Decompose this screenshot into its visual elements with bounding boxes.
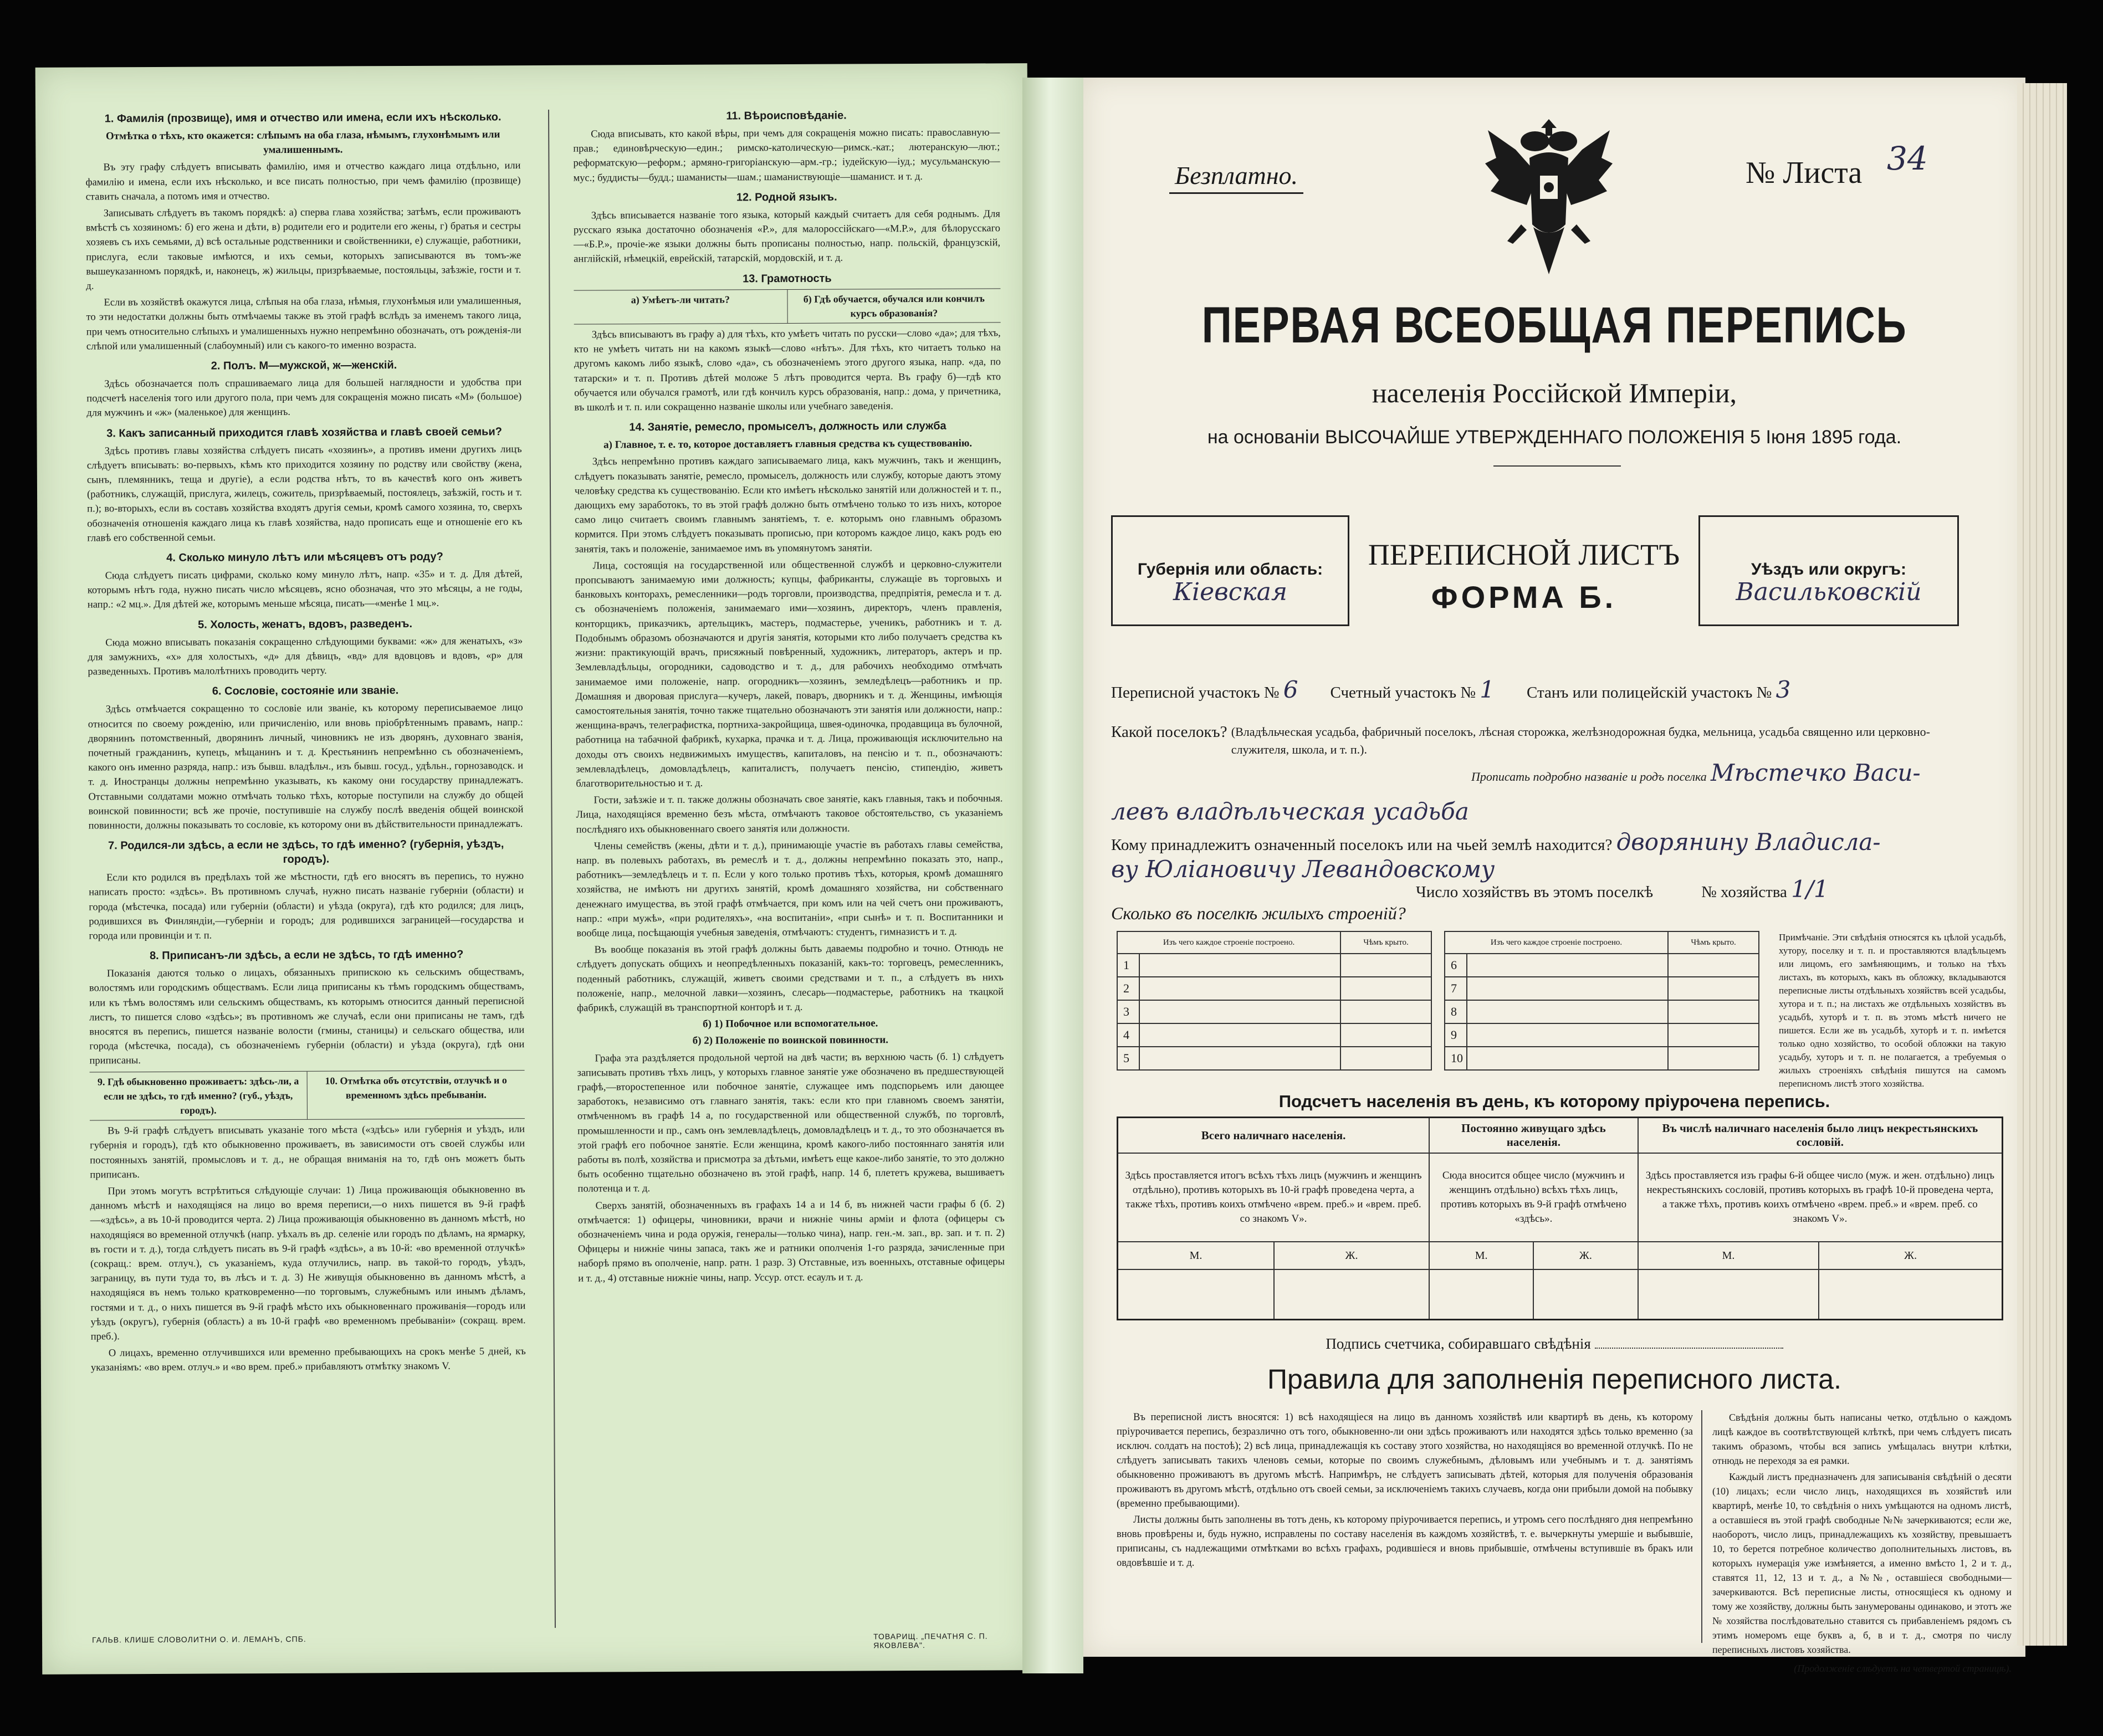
section-12-title: 12. Родной языкъ. xyxy=(736,191,837,204)
section-8-paragraph: Показанія даются только о лицахъ, обязанныхъ припискою къ сельскимъ обществамъ, волостямъ или городскимъ обществамъ. Если лица приписаны къ тѣмъ городскимъ обществамъ, или къ тѣмъ волостямъ или сельскимъ обществамъ, къ которымъ относится данный переписной листъ, то пишется слово «здѣсь»; въ противномъ же случаѣ, если они приписаны не тамъ, гдѣ вносятся въ перепись, пишется названіе волости (гмины, станицы) и сельскаго общества, или города (мѣстечка, посада), съ обозначеніемъ губерніи (области) и уѣзда (округа), гдѣ они приписаны. xyxy=(89,966,525,1067)
cell[interactable] xyxy=(1668,1023,1759,1047)
material-header: Изъ чего каждое строеніе построено. xyxy=(1117,931,1340,954)
imperial-eagle-emblem xyxy=(1482,108,1615,291)
census-subtitle: населенія Россійской Имперіи, xyxy=(1372,377,1737,408)
section-10-title: 10. Отмѣтка объ отсутствіи, отлучкѣ и о временномъ здѣсь пребываніи. xyxy=(307,1071,525,1119)
count-cell[interactable] xyxy=(1118,1269,1274,1319)
table-row xyxy=(1118,1269,2003,1319)
sheet-number-value: 34 xyxy=(1887,140,1928,177)
material-header: Изъ чего каждое строеніе построено. xyxy=(1445,931,1668,954)
owner-value-row xyxy=(1111,828,1987,883)
column-divider xyxy=(1701,1410,1702,1643)
settlement-value-1[interactable]: Мѣстечко Васи- xyxy=(1710,759,1921,786)
section-14-paragraph: Члены семействъ (жены, дѣти и т. д.), принимающіе участіе въ работахъ главы семейства, напр. въ полевыхъ работахъ, въ ремеслѣ и т. д., должны непремѣнно показать это, напр., работникъ—земледѣлецъ и т. п. Если у кого только противъ тѣхъ, которыя, кромѣ домашняго хозяйства, не имѣютъ ни другихъ занятій, кромѣ домашняго хозяйства, ни собственнаго денежнаго имущества, въ этой графѣ отмѣчается, при комъ или на чей счетъ они проживаютъ, напр.: «при мужѣ», «при родителяхъ», «на воспитаніи», «при сынѣ» и т. п. Воспитанники и вообще лица, посѣщающія учебныя заведенія, отмѣчаютъ: студентъ, гимназистъ и т. д. xyxy=(576,839,1004,939)
census-title: ПЕРВАЯ ВСЕОБЩАЯ ПЕРЕПИСЬ xyxy=(1201,297,1907,354)
count-district-value[interactable]: 1 xyxy=(1480,676,1495,703)
section-9-title: 9. Гдѣ обыкновенно проживаетъ: здѣсь-ли, а если не здѣсь, то гдѣ именно? (губ., уѣздъ, городъ). xyxy=(97,1075,299,1116)
settlement-label: Какой поселокъ? xyxy=(1111,723,1227,741)
settlement-hint: (Владѣльческая усадьба, фабричный поселокъ, лѣсная сторожка, желѣзнодорожная будка, мельница, усадьба священно или церковно-служителя, школа, и т. п.). xyxy=(1231,725,1930,756)
instructions-column-2 xyxy=(573,102,1005,1288)
cell[interactable] xyxy=(1139,1047,1340,1070)
section-14b1-subtitle: б) 1) Побочное или вспомогательное. xyxy=(703,1017,878,1030)
section-8-title: 8. Приписанъ-ли здѣсь, а если не здѣсь, то гдѣ именно? xyxy=(149,948,464,962)
section-3-title: 3. Какъ записанный приходится главѣ хозяйства и главѣ своей семьи? xyxy=(106,425,502,440)
count-cell[interactable] xyxy=(1429,1269,1533,1319)
section-14-paragraph: Сверхъ занятій, обозначенныхъ въ графахъ 14 а и 14 б, въ нижней части графы б (б. 2) отмѣчается: 1) офицеры, чиновники, врачи и нижніе чины арміи и флота (офицеры съ обозначеніемъ чина и рода оружія, генералы—только чина), напр. ген.-м. зап., вр. зап. и т. п. 2) Офицеры и нижніе чины запаса, такъ же и ратники ополченія 1-го разряда, зачисленные при наборѣ прямо въ ополченіе, напр. ратн. 1 разр. 3) Отставные, изъ военныхъ, отставные офицеры и т. д., 4) отставные нижніе чины, напр. Уссур. отст. есаулъ и т. д. xyxy=(577,1198,1005,1284)
non-peasant-header: Въ числѣ наличнаго населенія было лицъ некрестьянскихъ сословій. xyxy=(1638,1118,2003,1154)
census-district-value[interactable]: 6 xyxy=(1283,676,1298,703)
male-header: М. xyxy=(1638,1242,1819,1269)
police-district-value[interactable]: 3 xyxy=(1775,676,1791,703)
table-header-row xyxy=(1118,1118,2003,1154)
count-cell[interactable] xyxy=(1819,1269,2002,1319)
cell[interactable] xyxy=(1340,1047,1431,1070)
section-1-paragraph: Если въ хозяйствѣ окажутся лица, слѣпыя на оба глаза, нѣмыя, глухонѣмыя или умалишенныя, то эти недостатки должны быть отмѣчаемы также въ этой графѣ вслѣдъ за именемъ такого лица, при чемъ относительно слѣпыхъ и умалишенныхъ нужно непремѣнно обозначать, отъ рожденія-ли слѣпой или умалишенный (слабоумный) или съ какого-то именно возраста. xyxy=(86,295,521,352)
county-box xyxy=(1698,515,1959,626)
table-row xyxy=(1118,1153,2003,1242)
section-1-paragraph: Записывать слѣдуетъ въ такомъ порядкѣ: а) сперва глава хозяйства; затѣмъ, если проживаютъ вмѣстѣ съ хозяиномъ: б) его жена и дѣти, в) родители его и родители его жены, г) братья и сестры хозяевъ съ ихъ семьями, д) всѣ остальные родственники и свойственники, е) служащіе, работники, прислуга, если таковые имѣются, и ихъ семьи, которыхъ записываются въ томъ-же вышеуказанномъ порядкѣ, и, наконецъ, ж) жильцы, призрѣваемые, постояльцы, заѣзжіе, гости и т. д. xyxy=(85,206,521,292)
section-13b-title: б) Гдѣ обучается, обучался или кончилъ курсъ образованія? xyxy=(787,289,1001,323)
section-9-10-header xyxy=(90,1070,525,1121)
cell[interactable] xyxy=(1340,977,1431,1000)
owner-value-2[interactable]: ву Юліановичу Левандовскому xyxy=(1111,856,1495,883)
buildings-row xyxy=(1111,903,1987,924)
page-spine xyxy=(1022,78,1083,1673)
row-number: 8 xyxy=(1445,1000,1467,1023)
section-13a-title: а) Умѣетъ-ли читать? xyxy=(631,294,730,305)
section-7-paragraph: Если кто родился въ предѣлахъ той же мѣстности, гдѣ его вносятъ въ перепись, то нужно написать просто: «здѣсь». Въ противномъ случаѣ, нужно писать названіе губерніи (области) и города (мѣстечка, посада) или губерніи (области) и уѣзда (округа), гдѣ кто родился; для лицъ, родившихся въ Финляндіи,—губерніи и городъ; для родившихся заграницей—государства и города или провинціи и т. п. xyxy=(89,870,524,942)
section-12-paragraph: Здѣсь вписывается названіе того языка, который каждый считаетъ для себя роднымъ. Для русскаго языка достаточно обозначенія «Р.», для малороссійскаго—«М.Р.», для бѣлорусскаго—«Б.Р.», прочіе-же языки должны быть прописаны полностью, напр. польскій, французскій, англійскій, нѣмецкій, еврейскій, татарскій, мордовскій, и т. д. xyxy=(573,208,1001,265)
section-1-paragraph: Въ эту графу слѣдуетъ вписывать фамилію, имя и отчество каждаго лица отдѣльно, или фамилію и имена, если ихъ нѣсколько, и все писать полностью, при чемъ фамилію (прозвище) ставить сначала, а потомъ имя и отчество. xyxy=(85,160,521,203)
rules-paragraph: Каждый листъ предназначенъ для записыванія свѣдѣній о десяти (10) лицахъ; если число лицъ, находящихся въ хозяйствѣ или квартирѣ, менѣе 10, то свѣдѣнія о нихъ умѣщаются на одномъ листѣ, а оставшіеся въ этой графѣ свободные №№ зачеркиваются; если же, наоборотъ, число лицъ, принадлежащихъ къ хозяйству, превышаетъ 10, то берется потребное количество дополнительныхъ листовъ, въ которыхъ нумерація уже измѣняется, а именно вмѣсто 1, 2 и т. д., ставятся 11, 12, 13 и т. д., а №№, оставшіеся свободными—зачеркиваются. Всѣ переписные листы, относящіеся къ одному и тому же хозяйству, должны быть занумерованы одинаково, и этотъ же № хозяйства послѣдовательно ставится съ прибавленіемъ рядомъ съ этимъ номеромъ еще буквъ а, б, в и т. д., смотря по числу переписныхъ листовъ хозяйства. xyxy=(1712,1471,2012,1655)
rules-paragraph: Въ переписной листъ вносятся: 1) всѣ находящіеся на лицо въ данномъ хозяйствѣ или квартирѣ въ день, къ которому пріурочивается перепись, безразлично отъ того, обыкновенно-ли они здѣсь проживаютъ или находятся здѣсь только временно (за исключ. солдатъ на постоѣ); 2) всѣ лица, принадлежащія къ составу этого хозяйства, но находящіяся во временной отлучкѣ. По не слѣдуетъ записывать такихъ членовъ семьи, которые по своимъ служебнымъ, дѣловымъ или учебнымъ и т. д. занятіямъ обыкновенно проживаютъ въ другомъ мѣстѣ. Напримѣръ, не слѣдуетъ записывать дѣтей, которыя для полученія образованія проживаютъ въ другомъ мѣстѣ, отдѣльно отъ своей семьи, за исключеніемъ такихъ случаевъ, когда они прибыли домой на побывку (временно пребывающими). xyxy=(1117,1412,1693,1509)
household-number-label: № хозяйства xyxy=(1701,883,1787,901)
section-13-paragraph: Здѣсь вписываютъ въ графу а) для тѣхъ, кто умѣетъ читать по русски—слово «да»; для тѣхъ, кто не умѣетъ читать ни на какомъ языкѣ—слово «нѣтъ». Для тѣхъ, кто читаетъ только на другомъ какомъ либо языкѣ, слово «да», съ обозначеніемъ этого другого языка, напр. «да, по татарски» и т. п. Противъ дѣтей моложе 5 лѣтъ проводится черта. Въ графу б)—гдѣ кто обучается или обучался грамотѣ, или гдѣ кончилъ курсъ образованія, напр.: дома, у причетника, въ школѣ и т. п. или сокращенно названіе школы или учебнаго заведенія. xyxy=(574,327,1001,413)
province-label: Губернія или область: xyxy=(1137,560,1323,578)
section-7-title: 7. Родился-ли здѣсь, а если не здѣсь, то гдѣ именно? (губернія, уѣздъ, городъ). xyxy=(108,838,504,866)
cell[interactable] xyxy=(1668,1047,1759,1070)
census-count-table xyxy=(1117,1117,2003,1320)
male-header: М. xyxy=(1429,1242,1533,1269)
section-14-paragraph: Графа эта раздѣляется продольной чертой на двѣ части; въ верхнюю часть (б. 1) слѣдуетъ записывать противъ тѣхъ лицъ, у которыхъ главное занятіе уже обозначено въ предшествующей графѣ,—второстепенное или побочное занятіе, служащее имъ подспорьемъ или дающее заработокъ, независимо отъ главнаго занятія, такъ: если кто при главномъ своемъ занятіи, отмѣченномъ въ графѣ 14 а, по государственной или общественной службѣ, по торговлѣ, промышленности и пр., самъ онъ землевладѣлецъ, домовладѣлецъ и т. д., то это обозначается въ этой графѣ его побочное занятіе. Если женщина, кромѣ какого-либо постояннаго занятія или работы въ полѣ, хозяйства и присмотра за дѣтьми, имѣетъ еще какое-либо занятіе, то это должно быть особенно тщательно обозначено въ этой графѣ, напр. 14 б, плететъ кружева, вышиваетъ полотенца и т. д. xyxy=(577,1051,1005,1195)
left-instruction-sheet xyxy=(35,63,1035,1674)
cell[interactable] xyxy=(1340,954,1431,977)
non-peasant-desc: Здѣсь проставляется изъ графы 6-й общее число (муж. и жен. отдѣльно) лицъ некрестьянскихъ сословій, противъ которыхъ въ графѣ 10-й проведена черта, а также тѣхъ, противъ коихъ отмѣчено «врем. преб.» и «врем. преб. со знакомъ V». xyxy=(1638,1153,2003,1242)
section-1-title: 1. Фамилія (прозвище), имя и отчество или имена, если ихъ нѣсколько. xyxy=(104,111,502,125)
owner-row xyxy=(1111,798,1987,825)
sheet-number-label: № Листа xyxy=(1746,156,1862,190)
section-4-title: 4. Сколько минуло лѣтъ или мѣсяцевъ отъ роду? xyxy=(166,550,443,564)
census-district-label: Переписной участокъ № xyxy=(1111,684,1280,701)
province-value[interactable]: Кіевская xyxy=(1173,578,1288,606)
present-population-header: Всего наличнаго населенія. xyxy=(1118,1118,1430,1154)
form-title: ПЕРЕПИСНОЙ ЛИСТЪ xyxy=(1368,538,1680,571)
divider-rule xyxy=(1493,465,1621,467)
section-14-paragraph: Здѣсь непремѣнно противъ каждаго записываемаго лица, какъ мужчинъ, такъ и женщинъ, слѣдуетъ показывать занятіе, ремесло, промыселъ, должность или службу, которые даютъ этому человѣку средства къ существованію. Если кто имѣетъ нѣсколько занятій или должностей и т. п., дающихъ ему заработокъ, то въ этой графѣ должно быть отмѣчено только то изъ нихъ, которое само лицо считаетъ своимъ главнымъ занятіемъ, т. е. которымъ оно главнымъ образомъ кормится. При этомъ слѣдуетъ показывать прописью, при которомъ каждое лицо, какъ родъ ею занятія, такъ и положеніе, занимаемое имъ въ упомянутомъ занятіи. xyxy=(574,454,1002,555)
page-edge-stack xyxy=(2017,83,2067,1646)
rules-title: Правила для заполненія переписного листа. xyxy=(1267,1364,1841,1395)
present-population-desc: Здѣсь проставляется итогъ всѣхъ тѣхъ лицъ (мужчинъ и женщинъ отдѣльно), противъ которыхъ въ 10-й графѣ проведена черта, а также тѣхъ, противъ коихъ отмѣчено «врем. преб.» и «врем. преб. со знакомъ V». xyxy=(1118,1153,1430,1242)
cell[interactable] xyxy=(1139,1000,1340,1023)
rules-paragraph: Свѣдѣнія должны быть написаны четко, отдѣльно о каждомъ лицѣ каждое въ соотвѣтствующей клѣткѣ, при чемъ слѣдуетъ писать такимъ образомъ, чтобы вся запись умѣщалась внутри клѣтки, отнюдь не переходя за ея рамки. xyxy=(1712,1412,2012,1466)
cell[interactable] xyxy=(1467,1023,1668,1047)
cell[interactable] xyxy=(1139,954,1340,977)
section-9-paragraph: Въ 9-й графѣ слѣдуетъ вписывать указаніе того мѣста («здѣсь» или губернія и уѣздъ, или губернія и городъ), гдѣ кто обыкновенно проживаетъ, въ зависимости отъ своей службы или постоянныхъ занятій, промысловъ и т. д., не обращая вниманія на то, гдѣ онъ можетъ быть приписанъ. xyxy=(90,1124,525,1181)
section-2-title: 2. Полъ. М—мужской, ж—женскій. xyxy=(211,359,397,372)
cell[interactable] xyxy=(1467,1047,1668,1070)
cell[interactable] xyxy=(1668,977,1759,1000)
cell[interactable] xyxy=(1668,954,1759,977)
section-14-paragraph: Лица, состоящія на государственной или общественной службѣ и церковно-служители пропсываютъ занимаемую ими должность; купцы, фабриканты, служащіе въ торговыхъ и банковыхъ конторахъ, ремесленники—родъ торговли, производства, предпріятія, ремесла и т. д. съ обозначеніемъ положенія, занимаемаго ими—хозяинъ, директоръ, членъ правленія, конторщикъ, приказчикъ, артельщикъ, мастеръ, подмастерье, ученикъ, работникъ и т. д. Подобнымъ образомъ обозначаются и другія занятія, которыми кто либо получаетъ средства къ жизни: практикующій врачъ, присяжный повѣренный, художникъ, литераторъ, актеръ и пр. Землевладѣльцы, огородники, садоводство и т. д., для рабочихъ необходимо отмѣчать занимаемое ими положеніе, напр. огородникъ—хозяинъ, земледѣлецъ—работникъ и пр. Домашняя и дворовая прислуга—кучеръ, лакей, поваръ, дворникъ и т. д. Женщины, имѣющія самостоятельныя занятія, точно также тщательно обозначаютъ эти занятія или должности, напр.: женщина-врачъ, телеграфистка, портниха-закройщица, швея-одиночка, продавщица въ булочной, работница на табачной фабрикѣ, кухарка, прачка и т. д. Лица, проживающія исключительно на доходы отъ своихъ недвижимыхъ имуществъ, капиталовъ, на пенсію и т. п., обозначаютъ: землевладѣлецъ, домовладѣлецъ, капиталистъ, получаетъ пенсію, стипендію, живетъ благотворительностью и т. д. xyxy=(575,559,1003,790)
section-5-title: 5. Холость, женатъ, вдовъ, разведенъ. xyxy=(198,617,413,631)
table-gap xyxy=(1431,931,1445,1070)
female-header: Ж. xyxy=(1274,1242,1429,1269)
row-number: 3 xyxy=(1117,1000,1139,1023)
cell[interactable] xyxy=(1139,1023,1340,1047)
section-9-paragraph: О лицахъ, временно отлучившихся или временно пребывающихъ на срокъ менѣе 5 дней, къ указаніямъ: «во врем. отлуч.» и «во врем. преб.» прибавляютъ отмѣтку знакомъ V. xyxy=(90,1346,526,1374)
cell[interactable] xyxy=(1467,954,1668,977)
continued-note: (Продолженіе слѣдуетъ на четвертой страницѣ). xyxy=(1794,1663,2012,1674)
section-4-paragraph: Сюда слѣдуетъ писать цифрами, сколько кому минуло лѣтъ, напр. «35» и т. д. Для дѣтей, которымъ нѣтъ года, нужно писать число мѣсяцевъ, ясно обозначая, что это мѣсяцы, а не годы, напр.: «2 мц.». Для дѣтей же, которымъ меньше мѣсяца, писать—«менѣе 1 мц.». xyxy=(87,569,523,611)
enumerator-signature xyxy=(1083,1335,2025,1353)
form-type: ФОРМА Б. xyxy=(1431,580,1617,614)
section-13-header xyxy=(574,288,1000,325)
census-count-heading: Подсчетъ населенія въ день, къ которому пріурочена перепись. xyxy=(1278,1092,1830,1111)
count-cell[interactable] xyxy=(1638,1269,1819,1319)
households-row xyxy=(1416,875,1987,903)
row-number: 10 xyxy=(1445,1047,1467,1070)
province-box xyxy=(1111,515,1349,626)
female-header: Ж. xyxy=(1533,1242,1638,1269)
settlement-instruction: Прописать подробно названіе и родъ поселка xyxy=(1471,770,1707,783)
free-label: Безплатно. xyxy=(1169,161,1303,194)
row-number: 1 xyxy=(1117,954,1139,977)
row-number: 9 xyxy=(1445,1023,1467,1047)
printer-imprint-right: ТОВАРИЩ. „ПЕЧАТНЯ С. П. ЯКОВЛЕВА". xyxy=(873,1631,988,1650)
row-number: 6 xyxy=(1445,954,1467,977)
census-form-sheet xyxy=(1083,78,2025,1674)
count-cell[interactable] xyxy=(1274,1269,1429,1319)
row-number: 5 xyxy=(1117,1047,1139,1070)
section-3-paragraph: Здѣсь противъ главы хозяйства слѣдуетъ писать «хозяинъ», а противъ имени другихъ лицъ слѣдуетъ вписывать: во-первыхъ, кѣмъ кто приходится хозяину по родству или свойству (жена, сынъ, племянникъ, теща и другіе), а если родства нѣтъ, то въ качествѣ кого онъ живетъ (работникъ, служащій, прислуга, жилецъ, сожитель, призрѣваемый, постоялецъ, заѣзжій, гость и т. п.); во-вторыхъ, если въ составъ хозяйства входятъ другія семьи, кромѣ самого хозяина, то, сверхъ обозначенія отношенія каждаго лица къ главѣ хозяйства, надо прописать еще и отношеніе его къ главѣ его собственной семьи. xyxy=(86,443,523,544)
printer-imprint-left: ГАЛЬВ. КЛИШЕ СЛОВОЛИТНИ О. И. ЛЕМАНЪ, СПБ. xyxy=(92,1634,306,1645)
row-number: 2 xyxy=(1117,977,1139,1000)
section-14-title: 14. Занятіе, ремесло, промыселъ, должность или служба xyxy=(629,420,946,434)
household-number-value[interactable]: 1/1 xyxy=(1791,875,1829,903)
settlement-value-2[interactable]: левъ владѣльческая усадьба xyxy=(1111,798,1469,825)
settlement-row xyxy=(1111,723,1987,759)
instructions-column-1 xyxy=(85,104,526,1377)
cell[interactable] xyxy=(1340,1000,1431,1023)
districts-row xyxy=(1111,676,1987,703)
female-header: Ж. xyxy=(1819,1242,2002,1269)
cell[interactable] xyxy=(1668,1000,1759,1023)
row-number: 4 xyxy=(1117,1023,1139,1047)
male-header: М. xyxy=(1118,1242,1274,1269)
section-5-paragraph: Сюда можно вписывать показанія сокращенно слѣдующими буквами: «ж» для женатыхъ, «з» для замужнихъ, «х» для холостыхъ, «д» для дѣвицъ, «вд» для вдовцовъ и вдовъ, «р» для разведенныхъ. Противъ малолѣтнихъ проводить черту. xyxy=(88,635,523,678)
settlement-value-row xyxy=(1471,759,1987,786)
section-11-paragraph: Сюда вписывать, кто какой вѣры, при чемъ для сокращенія можно писать: православную—прав.; единовѣрческую—един.; римско-католическую—римск.-кат.; лютеранскую—лют.; реформатскую—реформ.; армяно-григоріанскую—арм.-гр.; іудейскую—іуд.; мусульманскую—мус.; буддисты—будд.; шаманисты—шам.; шаманиствующіе—шаманист. и т. д. xyxy=(573,127,1000,184)
column-divider xyxy=(548,110,556,1628)
count-district-label: Счетный участокъ № xyxy=(1330,684,1476,701)
buildings-table xyxy=(1117,931,1759,1071)
section-14a-subtitle: а) Главное, т. е. то, которое доставляетъ главныя средства къ существованію. xyxy=(603,437,973,451)
count-cell[interactable] xyxy=(1533,1269,1638,1319)
buildings-note: Примѣчаніе. Эти свѣдѣнія относятся къ цѣлой усадьбѣ, хутору, поселку и т. п. и проставляются владѣльцемъ или лицомъ, его замѣняющимъ, и только на тѣхъ листахъ, въ которыхъ, какъ въ обложку, вкладываются переписные листы отдѣльныхъ хозяйствъ всей усадьбы, хутора и т. п.; на листахъ же отдѣльныхъ хозяйствъ въ усадьбѣ, хуторѣ и т. п. въ этомъ мѣстѣ ничего не пишется. Если же въ усадьбѣ, хуторѣ и т. п. имѣется только одно хозяйство, то особой обложки на такую усадьбу, хуторъ и т. п. не полагается, а требуемыя о жилыхъ строеніяхъ свѣдѣнія пишутся на самомъ переписномъ листѣ этого хозяйства. xyxy=(1779,932,2006,1089)
cell[interactable] xyxy=(1467,1000,1668,1023)
owner-label: Кому принадлежитъ означенный поселокъ или на чьей землѣ находится? xyxy=(1111,836,1613,854)
table-row xyxy=(1118,1242,2003,1269)
legal-basis: на основаніи ВЫСОЧАЙШЕ УТВЕРЖДЕННАГО ПОЛОЖЕНІЯ 5 Іюня 1895 года. xyxy=(1207,427,1902,448)
rules-column-1 xyxy=(1117,1410,1693,1572)
signature-label: Подпись счетчика, собиравшаго свѣдѣнія xyxy=(1326,1335,1591,1352)
rules-column-2 xyxy=(1712,1410,2012,1676)
row-number: 7 xyxy=(1445,977,1467,1000)
section-9-paragraph: При этомъ могутъ встрѣтиться слѣдующіе случаи: 1) Лица проживающія обыкновенно въ данномъ мѣстѣ и находящіяся на лицо во время переписи,—о нихъ пишется въ 9-й графѣ—«здѣсь», а въ 10-й проводится черта. 2) Лица проживающія обыкновенно въ данномъ мѣстѣ, но находящіяся во временной отлучкѣ (напр. уѣхалъ въ др. селеніе или городъ по дѣламъ, на ярмарку, въ гости и т. д.), тогда слѣдуетъ писать въ 9-й графѣ «здѣсь», а въ 10-й: «во временной отлучкѣ» (сокращ.: врем. отлуч.), съ указаніемъ, куда отлучились, напр. въ такой-то городъ, уѣздъ, заграницу, въ пути туда то, въ лѣсъ и т. д. 3) Не живущія обыкновенно въ данномъ мѣстѣ, а находящіяся въ немъ только кратковременно—по торговымъ, служебнымъ или инымъ дѣламъ, гостями и т. д., о нихъ пишется въ 9-й графѣ мѣсто ихъ обыкновеннаго проживанія—городъ или уѣздъ (округъ), губернія (область) а въ 10-й графѣ «во временномъ пребываніи» (сокращ. врем. преб.). xyxy=(90,1184,526,1343)
county-value[interactable]: Васильковскій xyxy=(1736,578,1922,606)
section-1-note: Отмѣтка о тѣхъ, кто окажется: слѣпымъ на оба глаза, нѣмымъ, глухонѣмымъ или умалишеннымъ. xyxy=(105,129,500,156)
section-14-paragraph: Въ вообще показанія въ этой графѣ должны быть даваемы подробно и точно. Отнюдь не слѣдуетъ допускать общихъ и неопредѣленныхъ показаній, какъ-то: торговецъ, ремесленникъ, поденный работникъ, служащій, живетъ своими средствами и т. п., а слѣдуетъ въ нихъ положеніе, напр., мелочной лавки—хозяинъ, слесарь—подмастерье, работникъ на ткацкой фабрикѣ, служащій въ транспортной конторѣ и т. д. xyxy=(576,943,1004,1014)
section-6-title: 6. Сословіе, состояніе или званіе. xyxy=(212,684,399,698)
section-6-paragraph: Здѣсь отмѣчается сокращенно то сословіе или званіе, къ которому переписываемое лицо относится по своему рожденію, или причисленію, или вновь пріобрѣтеннымъ правамъ, напр.: дворянинъ потомственный, дворянинъ личный, чиновникъ не изъ дворянъ, духовнаго званія, почетный гражданинъ, купецъ, мѣщанинъ и т. д. Крестьянинъ непремѣнно съ обозначеніемъ, какого онъ именно разряда, напр.: изъ бывш. владѣльч., изъ бывш. госуд., удѣльн., горнозаводск. и т. д. Иностранцы должны непремѣнно указывать, къ какому они государству принадлежатъ. Отставными солдатами можно отмѣчать только тѣхъ, которые поступили на службу до общей воинской повинности; всѣ же прочіе, поступившіе на службу послѣ введенія общей воинской повинности, должны показывать то сословіе, къ которому они въ дѣйствительности принадлежатъ. xyxy=(88,702,524,832)
owner-value-1[interactable]: дворянину Владисла- xyxy=(1616,828,1881,856)
police-district-label: Станъ или полицейскій участокъ № xyxy=(1526,684,1772,701)
county-label: Уѣздъ или округъ: xyxy=(1751,560,1907,578)
section-13-title: 13. Грамотность xyxy=(743,272,832,285)
rules-paragraph: Листы должны быть заполнены въ тотъ день, къ которому пріурочивается перепись, и утромъ сего послѣдняго дня непремѣнно вновь провѣрены и, будь нужно, исправлены по составу населенія въ каждомъ хозяйствѣ, т. е. вычеркнуты умершіе и выбывшіе, приписаны, съ надлежащими отмѣтками во всѣхъ графахъ, родившіеся и вновь прибывшіе, отмѣчены вступившіе въ бракъ или овдовѣвшіе и т. д. xyxy=(1117,1514,1693,1569)
section-14-paragraph: Гости, заѣзжіе и т. п. также должны обозначать свое занятіе, какъ главныя, такъ и побочныя. Лица, находящіяся временно безъ мѣста, отмѣчаютъ таковое обстоятельство, съ указаніемъ послѣдняго ихъ обыкновеннаго своего занятія или должности. xyxy=(576,793,1003,836)
roof-header: Чѣмъ крыто. xyxy=(1340,931,1431,954)
buildings-label: Сколько въ поселкѣ жилыхъ строеній? xyxy=(1111,903,1406,923)
cell[interactable] xyxy=(1340,1023,1431,1047)
resident-population-header: Постоянно живущаго здѣсь населенія. xyxy=(1429,1118,1638,1154)
resident-population-desc: Сюда вносится общее число (мужчинъ и женщинъ отдѣльно) всѣхъ тѣхъ лицъ, противъ которыхъ въ 9-й графѣ отмѣчено «здѣсь». xyxy=(1429,1153,1638,1242)
signature-line[interactable] xyxy=(1595,1348,1783,1349)
households-label: Число хозяйствъ въ этомъ поселкѣ xyxy=(1416,883,1654,901)
cell[interactable] xyxy=(1467,977,1668,1000)
cell[interactable] xyxy=(1139,977,1340,1000)
section-2-paragraph: Здѣсь обозначается полъ спрашиваемаго лица для большей наглядности и удобства при подсчетѣ населенія того или другого пола, при чемъ для сокращенія можно писать «М» (большое) для мужчинъ и «ж» (маленькое) для женщинъ. xyxy=(86,377,522,419)
roof-header: Чѣмъ крыто. xyxy=(1668,931,1759,954)
section-11-title: 11. Вѣроисповѣданіе. xyxy=(726,109,847,122)
section-14b2-subtitle: б) 2) Положеніе по воинской повинности. xyxy=(692,1034,889,1047)
table-header-row xyxy=(1117,931,1759,954)
